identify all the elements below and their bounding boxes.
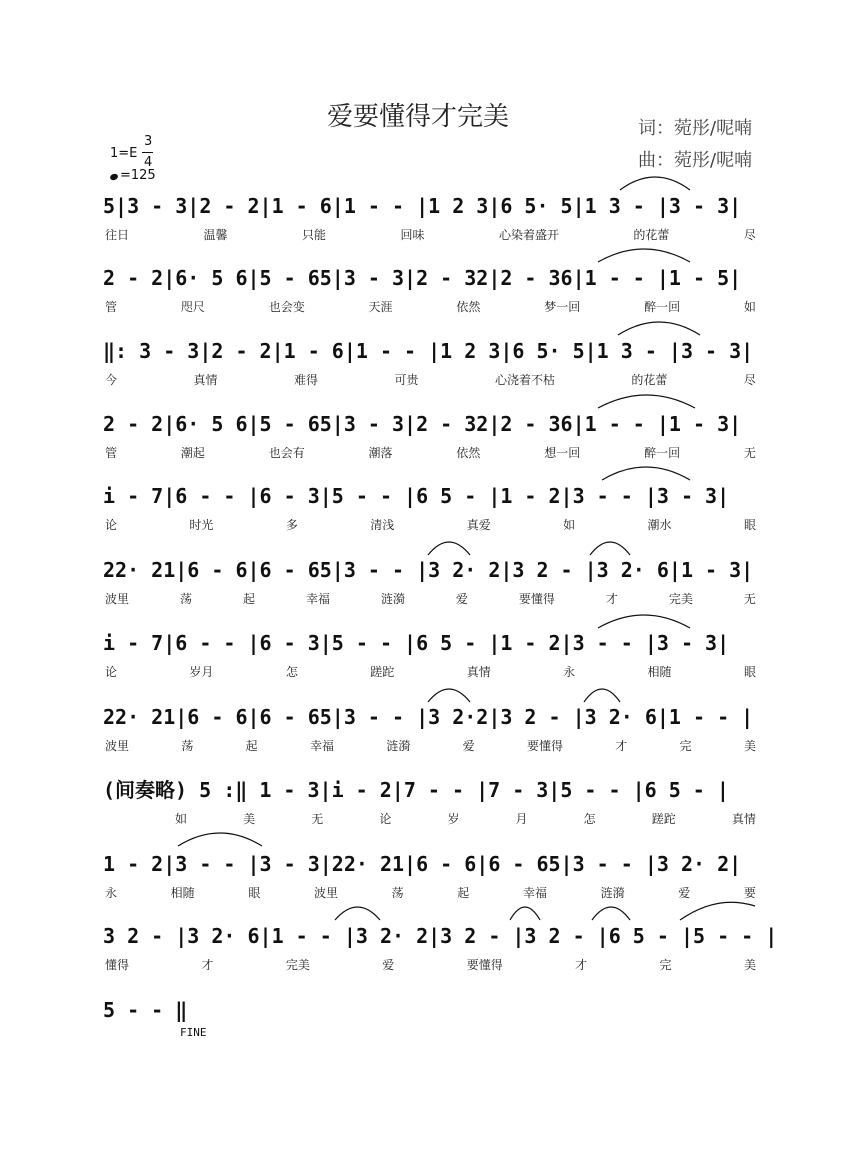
lyric-syllable: 怎 bbox=[285, 665, 298, 679]
lyric-syllable: 只能 bbox=[301, 228, 326, 242]
lyric-syllable: 起 bbox=[457, 886, 470, 900]
lyric-syllable: 幸福 bbox=[522, 886, 547, 900]
lyric-syllable: 幸福 bbox=[309, 739, 334, 753]
lyric-syllable: 的花蕾 bbox=[633, 228, 670, 242]
lyric-syllable: 波里 bbox=[105, 739, 130, 753]
lyric-syllable: 可贵 bbox=[394, 373, 419, 387]
lyric-syllable: 爱 bbox=[462, 739, 475, 753]
lyric-syllable: 完 bbox=[659, 958, 672, 972]
notation-row: 3 2 - |3 2· 6|1 - - |3 2· 2|3 2 - |3 2 - |6 5 - |5 - - | bbox=[103, 924, 778, 948]
lyric-syllable: 幸福 bbox=[305, 592, 330, 606]
key-signature: 1=E bbox=[110, 146, 138, 161]
lyric-syllable: 才 bbox=[615, 739, 628, 753]
lyric-syllable: 美 bbox=[743, 958, 756, 972]
lyric-syllable: 才 bbox=[575, 958, 588, 972]
lyric-syllable: 论 bbox=[379, 812, 392, 826]
lyric-syllable: 才 bbox=[605, 592, 618, 606]
lyric-syllable: 心浇着不枯 bbox=[494, 373, 555, 387]
lyric-syllable: 起 bbox=[242, 592, 255, 606]
lyric-syllable: 清浅 bbox=[370, 518, 395, 532]
composer-credit: 曲：菀彤/呢喃 bbox=[638, 150, 753, 171]
fine-marking: FINE bbox=[180, 1026, 207, 1039]
notation-row: 5 - - ‖ bbox=[103, 998, 188, 1022]
lyric-syllable: 起 bbox=[245, 739, 258, 753]
lyric-syllable: 真情 bbox=[466, 665, 491, 679]
lyric-syllable: 真爱 bbox=[466, 518, 491, 532]
lyric-syllable: 爱 bbox=[382, 958, 395, 972]
lyric-syllable: 管 bbox=[105, 446, 118, 460]
lyric-syllable: 相随 bbox=[170, 886, 195, 900]
lyricist-credit: 词：菀彤/呢喃 bbox=[638, 118, 753, 139]
notation-row: 1 - 2|3 - - |3 - 3|22· 21|6 - 6|6 - 65|3 - - |3 2· 2| bbox=[103, 852, 742, 876]
slur-mark bbox=[428, 689, 470, 702]
notation-row: i - 7|6 - - |6 - 3|5 - - |6 5 - |1 - 2|3 - - |3 - 3| bbox=[103, 484, 730, 508]
lyric-syllable: 依然 bbox=[456, 446, 481, 460]
lyric-syllable: 爱 bbox=[455, 592, 468, 606]
time-signature-bottom: 4 bbox=[144, 155, 153, 170]
slur-mark bbox=[584, 689, 620, 702]
lyric-syllable: 难得 bbox=[293, 373, 318, 387]
lyric-syllable: 美 bbox=[243, 812, 256, 826]
slur-mark bbox=[510, 907, 540, 920]
lyric-syllable: 才 bbox=[201, 958, 214, 972]
lyric-syllable: 如 bbox=[563, 518, 576, 532]
lyric-syllable: 蹉跎 bbox=[370, 665, 395, 679]
lyric-syllable: 要懂得 bbox=[466, 958, 503, 972]
slur-mark bbox=[620, 177, 690, 190]
lyric-syllable: 梦一回 bbox=[544, 300, 581, 314]
lyric-syllable: 管 bbox=[105, 300, 118, 314]
lyric-syllable: 尽 bbox=[743, 373, 756, 387]
lyric-syllable: 眼 bbox=[248, 886, 261, 900]
lyric-syllable: 温馨 bbox=[203, 228, 228, 242]
lyric-syllable: 多 bbox=[285, 518, 298, 532]
lyric-syllable: 今 bbox=[105, 373, 118, 387]
lyric-syllable: 如 bbox=[743, 300, 756, 314]
lyric-syllable: 天涯 bbox=[368, 300, 393, 314]
lyric-syllable: 波里 bbox=[105, 592, 130, 606]
lyric-syllable: 眼 bbox=[743, 665, 756, 679]
lyric-syllable: 无 bbox=[311, 812, 324, 826]
lyric-syllable: 要懂得 bbox=[526, 739, 563, 753]
lyric-syllable: 完 bbox=[679, 739, 692, 753]
lyric-syllable: 蹉跎 bbox=[651, 812, 676, 826]
lyric-syllable: 时光 bbox=[189, 518, 214, 532]
lyric-syllable: 无 bbox=[743, 592, 756, 606]
lyric-syllable: 真情 bbox=[193, 373, 218, 387]
slur-mark bbox=[598, 395, 695, 408]
lyric-syllable: 尽 bbox=[743, 228, 756, 242]
lyric-syllable: 要懂得 bbox=[518, 592, 555, 606]
notation-row: (间奏略) 5 :‖ 1 - 3|i - 2|7 - - |7 - 3|5 - - |6 5 - | bbox=[103, 778, 729, 802]
lyric-syllable: 真情 bbox=[731, 812, 756, 826]
slur-mark bbox=[602, 467, 690, 480]
notation-row: i - 7|6 - - |6 - 3|5 - - |6 5 - |1 - 2|3 - - |3 - 3| bbox=[103, 631, 730, 655]
lyric-syllable: 岁 bbox=[447, 812, 460, 826]
lyric-syllable: 眼 bbox=[743, 518, 756, 532]
lyric-syllable: 咫尺 bbox=[180, 300, 205, 314]
lyric-syllable: 论 bbox=[105, 518, 118, 532]
lyric-syllable: 回味 bbox=[400, 228, 425, 242]
lyric-syllable: 怎 bbox=[583, 812, 596, 826]
lyric-syllable: 月 bbox=[515, 812, 528, 826]
lyric-syllable: 想一回 bbox=[544, 446, 581, 460]
lyric-syllable: 完美 bbox=[285, 958, 310, 972]
lyric-syllable: 无 bbox=[743, 446, 756, 460]
lyric-syllable: 懂得 bbox=[105, 958, 130, 972]
lyric-syllable: 潮水 bbox=[647, 518, 672, 532]
lyric-syllable: 的花蕾 bbox=[631, 373, 668, 387]
lyric-syllable: 完美 bbox=[668, 592, 693, 606]
lyric-syllable: 涟漪 bbox=[386, 739, 411, 753]
time-signature-top: 3 bbox=[144, 134, 153, 149]
slur-mark bbox=[618, 322, 700, 335]
lyric-syllable: 荡 bbox=[179, 592, 192, 606]
notation-row: 5|3 - 3|2 - 2|1 - 6|1 - - |1 2 3|6 5· 5|1 3 - |3 - 3| bbox=[103, 194, 742, 218]
lyric-syllable: 荡 bbox=[181, 739, 194, 753]
lyric-syllable: 潮起 bbox=[180, 446, 205, 460]
lyric-syllable: 相随 bbox=[647, 665, 672, 679]
lyric-syllable: 涟漪 bbox=[600, 886, 625, 900]
notation-row: 2 - 2|6· 5 6|5 - 65|3 - 3|2 - 32|2 - 36|1 - - |1 - 3| bbox=[103, 412, 742, 436]
lyric-syllable: 依然 bbox=[456, 300, 481, 314]
lyric-syllable: 论 bbox=[105, 665, 118, 679]
lyric-syllable: 潮落 bbox=[368, 446, 393, 460]
slur-mark bbox=[592, 907, 630, 920]
lyric-syllable: 如 bbox=[175, 812, 188, 826]
lyric-syllable: 岁月 bbox=[189, 665, 214, 679]
lyric-syllable: 要 bbox=[743, 886, 756, 900]
notation-row: ‖: 3 - 3|2 - 2|1 - 6|1 - - |1 2 3|6 5· 5|1 3 - |3 - 3| bbox=[103, 339, 754, 363]
lyric-syllable: 也会变 bbox=[268, 300, 305, 314]
lyric-syllable: 涟漪 bbox=[380, 592, 405, 606]
lyric-syllable: 永 bbox=[563, 665, 576, 679]
lyric-syllable: 荡 bbox=[391, 886, 404, 900]
slur-mark bbox=[178, 833, 262, 846]
slur-mark bbox=[590, 542, 630, 555]
notation-row: 22· 21|6 - 6|6 - 65|3 - - |3 2· 2|3 2 - |3 2· 6|1 - 3| bbox=[103, 558, 754, 582]
slur-mark bbox=[598, 615, 690, 628]
slur-mark bbox=[335, 907, 380, 920]
slur-mark bbox=[428, 542, 470, 555]
song-title: 爱要懂得才完美 bbox=[326, 102, 509, 132]
lyric-syllable: 往日 bbox=[105, 228, 130, 242]
lyric-syllable: 美 bbox=[743, 739, 756, 753]
lyric-syllable: 醉一回 bbox=[644, 446, 681, 460]
lyric-syllable: 也会有 bbox=[268, 446, 305, 460]
lyric-syllable: 波里 bbox=[313, 886, 338, 900]
tempo-value: =125 bbox=[120, 168, 156, 183]
notation-row: 2 - 2|6· 5 6|5 - 65|3 - 3|2 - 32|2 - 36|1 - - |1 - 5| bbox=[103, 266, 742, 290]
notation-row: 22· 21|6 - 6|6 - 65|3 - - |3 2·2|3 2 - |3 2· 6|1 - - | bbox=[103, 705, 754, 729]
slur-mark bbox=[680, 902, 755, 920]
lyric-syllable: 爱 bbox=[678, 886, 691, 900]
lyric-syllable: 心染着盛开 bbox=[498, 228, 559, 242]
lyric-syllable: 醉一回 bbox=[644, 300, 681, 314]
lyric-syllable: 永 bbox=[105, 886, 118, 900]
slur-mark bbox=[598, 249, 690, 262]
